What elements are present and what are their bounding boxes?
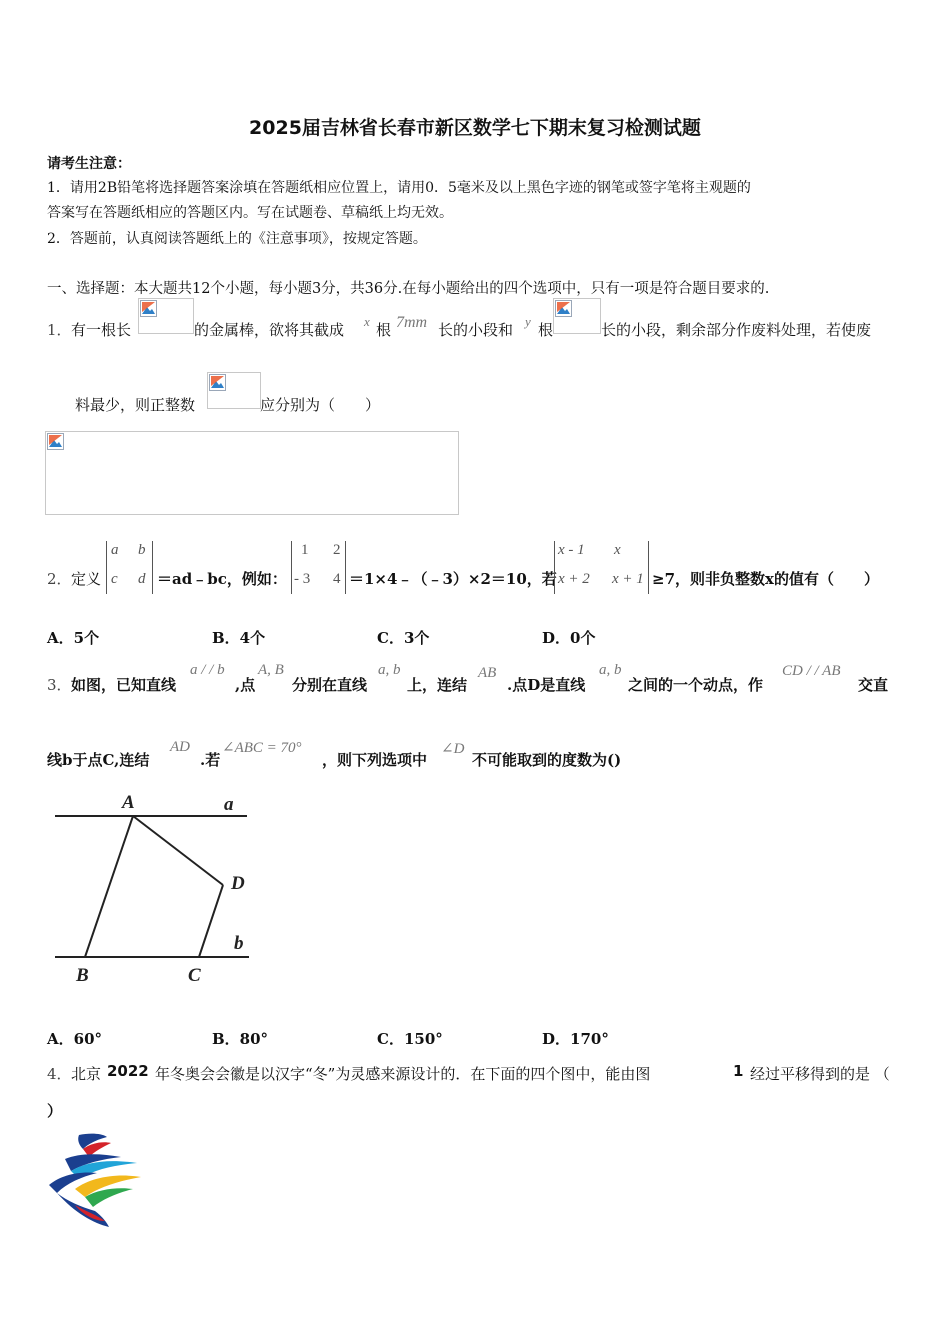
label-b: b bbox=[234, 933, 244, 954]
det-cell: - 3 bbox=[294, 571, 311, 587]
q2-text-3: ＝1×4﹣（﹣3）×2＝10，若 bbox=[349, 570, 557, 588]
q3-text-1: 如图，已知直线 bbox=[71, 676, 177, 694]
det-cell: b bbox=[138, 542, 146, 558]
q1-text-1: 有一根长 bbox=[71, 321, 132, 339]
q3-text-2: ,点 bbox=[235, 676, 256, 694]
image-placeholder bbox=[138, 298, 194, 334]
det-cell: x - 1 bbox=[558, 542, 585, 558]
q1-text-6: 长的小段，剩余部分作废料处理，若使废 bbox=[601, 321, 872, 339]
label-a: a bbox=[224, 794, 234, 815]
q3-text-5: .点D是直线 bbox=[507, 676, 586, 694]
q3-math-7: AD bbox=[170, 739, 190, 755]
segment-dc bbox=[199, 885, 223, 957]
label-C: C bbox=[188, 965, 201, 986]
image-placeholder bbox=[207, 372, 261, 409]
q3-math-1: a / / b bbox=[190, 662, 225, 678]
q1-math-7mm: 7mm bbox=[396, 314, 428, 331]
q3-text-6: 之间的一个动点，作 bbox=[628, 676, 764, 694]
q4-year: 2022 bbox=[107, 1062, 149, 1080]
label-D: D bbox=[231, 873, 245, 894]
q3-math-3: a, b bbox=[378, 662, 401, 678]
q4-figure-number: 1 bbox=[733, 1062, 744, 1080]
image-placeholder bbox=[553, 298, 601, 334]
notice-line-1b: 答案写在答题纸相应的答题区内。写在试题卷、草稿纸上均无效。 bbox=[47, 205, 453, 221]
q3-number: 3． bbox=[47, 676, 72, 694]
det-cell: 4 bbox=[333, 571, 341, 587]
q3-text-11: 不可能取到的度数为() bbox=[472, 751, 622, 769]
q1-text-3: 根 bbox=[376, 321, 392, 339]
q2-option-a[interactable]: A．5个 bbox=[47, 629, 100, 647]
q3-option-a[interactable]: A．60° bbox=[47, 1030, 103, 1048]
det-cell: c bbox=[111, 571, 118, 587]
broken-image-icon bbox=[47, 433, 64, 450]
q3-text-8: 线b于点C,连结 bbox=[47, 751, 150, 769]
q3-math-8: ∠ABC = 70° bbox=[222, 740, 302, 756]
determinant-abcd bbox=[106, 541, 153, 594]
q1-number: 1． bbox=[47, 321, 72, 339]
q4-text-3: 经过平移得到的是 （ bbox=[750, 1065, 890, 1083]
q4-number: 4． bbox=[47, 1065, 72, 1083]
q1-text-4: 长的小段和 bbox=[438, 321, 514, 339]
options-image-placeholder bbox=[45, 431, 459, 515]
q3-math-2: A, B bbox=[258, 662, 284, 678]
q2-text-2: ＝ad﹣bc，例如： bbox=[157, 570, 287, 588]
broken-image-icon bbox=[140, 300, 157, 317]
segment-ab bbox=[85, 816, 133, 957]
q4-text-4: ） bbox=[47, 1102, 63, 1120]
notice-line-2: 2．答题前，认真阅读答题纸上的《注意事项》，按规定答题。 bbox=[47, 231, 427, 247]
olympic-emblem-image bbox=[45, 1131, 143, 1229]
det-cell: x bbox=[614, 542, 621, 558]
determinant-x bbox=[554, 541, 649, 594]
q3-option-b[interactable]: B．80° bbox=[212, 1030, 269, 1048]
q3-text-10: ，则下列选项中 bbox=[322, 751, 428, 769]
q3-math-9: ∠D bbox=[441, 741, 465, 757]
q2-option-c[interactable]: C．3个 bbox=[377, 629, 430, 647]
q1-text-7: 料最少，则正整数 bbox=[75, 396, 196, 414]
determinant-example bbox=[291, 541, 346, 594]
q1-text-8: 应分别为（ ） bbox=[260, 396, 381, 414]
q3-math-4: AB bbox=[478, 665, 497, 681]
q2-option-d[interactable]: D．0个 bbox=[542, 629, 596, 647]
broken-image-icon bbox=[555, 300, 572, 317]
q1-text-5: 根 bbox=[538, 321, 554, 339]
q3-text-7: 交直 bbox=[858, 676, 889, 694]
q2-option-b[interactable]: B．4个 bbox=[212, 629, 266, 647]
q3-text-4: 上，连结 bbox=[407, 676, 468, 694]
q1-math-x: x bbox=[364, 314, 370, 329]
q2-number: 2． bbox=[47, 570, 72, 588]
q3-text-3: 分别在直线 bbox=[292, 676, 368, 694]
det-cell: d bbox=[138, 571, 146, 587]
q1-math-y: y bbox=[525, 314, 531, 329]
det-cell: x + 1 bbox=[612, 571, 644, 587]
notice-heading: 请考生注意： bbox=[47, 156, 131, 172]
det-cell: 1 bbox=[301, 542, 309, 558]
broken-image-icon bbox=[209, 374, 226, 391]
det-cell: x + 2 bbox=[558, 571, 590, 587]
notice-line-1: 1．请用2B铅笔将选择题答案涂填在答题纸相应位置上，请用0．5毫米及以上黑色字迹的钢笔或签字笔将主观题的 bbox=[47, 180, 751, 196]
page-title: 2025届吉林省长春市新区数学七下期末复习检测试题 bbox=[249, 117, 701, 139]
det-cell: 2 bbox=[333, 542, 341, 558]
label-A: A bbox=[122, 792, 135, 813]
q3-text-9: .若 bbox=[200, 751, 221, 769]
q3-math-6: CD / / AB bbox=[782, 663, 841, 679]
q4-text-2: 年冬奥会会徽是以汉字“冬”为灵感来源设计的．在下面的四个图中，能由图 bbox=[155, 1065, 651, 1083]
q2-text-1: 定义 bbox=[71, 570, 102, 588]
q2-text-4: ≥7，则非负整数x的值有（ ） bbox=[652, 570, 879, 588]
segment-ad bbox=[133, 816, 223, 885]
q3-math-5: a, b bbox=[599, 662, 622, 678]
q3-option-c[interactable]: C．150° bbox=[377, 1030, 443, 1048]
q3-option-d[interactable]: D．170° bbox=[542, 1030, 609, 1048]
geometry-figure bbox=[47, 788, 262, 998]
q1-text-2: 的金属棒，欲将其截成 bbox=[194, 321, 345, 339]
q4-text-1: 北京 bbox=[71, 1065, 102, 1083]
det-cell: a bbox=[111, 542, 119, 558]
section-heading: 一、选择题：本大题共12个小题，每小题3分，共36分.在每小题给出的四个选项中，只有一项是符合题目要求的. bbox=[47, 281, 770, 297]
label-B: B bbox=[76, 965, 89, 986]
